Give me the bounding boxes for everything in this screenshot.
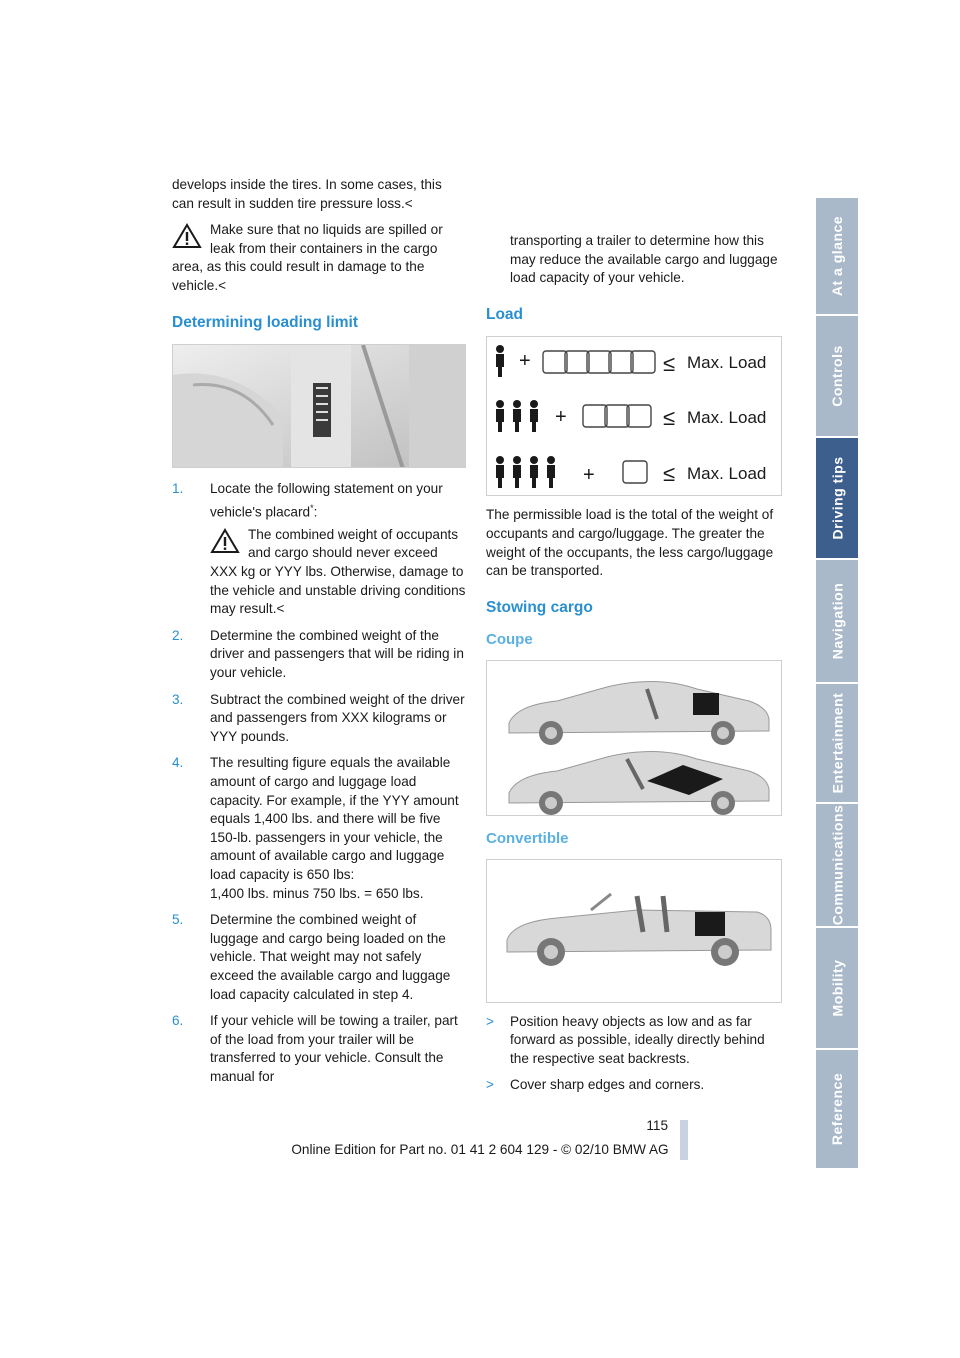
tab-reference[interactable]: Reference [816,1050,858,1168]
loading-steps-list [172,480,466,1086]
step-3: 3. Subtract the combined weight of the driver and passengers from XXX kilograms or YYY pounds. [172,691,465,744]
coupe-cargo-illustration [486,660,782,816]
page-number: 115 [646,1118,668,1133]
warning-triangle-icon [210,528,240,554]
max-load-label: Max. Load [687,464,767,484]
chapter-tabs [816,198,858,1170]
step-2: 2. Determine the combined weight of the driver and passengers that will be riding in your vehicle. [172,627,464,681]
tab-at-a-glance[interactable]: At a glance [816,198,858,314]
convertible-cargo-illustration [486,859,782,1003]
footer-edition: Online Edition for Part no. 01 41 2 604 129 - © 02/10 BMW AG [291,1142,669,1157]
tab-navigation[interactable]: Navigation [816,560,858,682]
door-pillar-placard-photo [172,344,466,468]
step-5: 5. Determine the combined weight of luggage and cargo being loaded on the vehicle. That weight may not safely exceed the available cargo and luggage load capacity calculated in step 4. [172,912,451,1002]
tab-communications[interactable]: Communications [816,804,858,926]
le-sign: ≤ [663,351,676,377]
warning-liquids: Make sure that no liquids are spilled or leak from their containers in the cargo area, as this could result in damage to the vehicle.< [172,222,443,293]
warning-triangle-icon [172,223,202,249]
right-column [486,232,782,1103]
load-diagram [486,336,782,496]
step-4: 4. The resulting figure equals the available amount of cargo and luggage load capacity. For example, if the YYY amount equals 1,400 lbs. and there will be five 150-lb. passengers in your vehicle, the amount of available cargo and luggage load capacity is 650 lbs: 1,400 lbs. minus 750 lbs. = 650 lbs. [172,755,459,901]
stowing-bullets [486,1013,782,1095]
bullet-heavy-objects: > Position heavy objects as low and as far forward as possible, ideally directly behind the respective seat backrests. [486,1013,765,1066]
step-1: 1. Locate the following statement on your vehicle's placard*: The combined weight of occupants and cargo should never exceed XXX kg or YYY lbs. Otherwise, damage to the vehicle and unstable driving conditions may result.< [172,480,466,619]
heading-coupe: Coupe [486,631,533,649]
step-6: 6. If your vehicle will be towing a trailer, part of the load from your trailer will be transferred to your vehicle. Consult the manual for [172,1013,458,1084]
plus-sign: + [583,464,595,487]
heading-determining-loading-limit: Determining loading limit [172,313,359,331]
le-sign: ≤ [663,461,676,487]
tab-mobility[interactable]: Mobility [816,928,858,1048]
max-load-label: Max. Load [687,353,767,373]
load-paragraph: The permissible load is the total of the weight of occupants and cargo/luggage. The greater the weight of the occupants, the less cargo/luggage can be transported. [486,507,774,579]
plus-sign: + [519,350,531,373]
intro-paragraph: develops inside the tires. In some cases, this can result in sudden tire pressure loss.< [172,177,442,211]
plus-sign: + [555,406,567,429]
max-load-label: Max. Load [687,408,767,428]
trailer-continuation: transporting a trailer to determine how this may reduce the available cargo and luggage load capacity of your vehicle. [510,233,778,286]
tab-entertainment[interactable]: Entertainment [816,684,858,802]
left-column [172,176,466,1095]
tab-controls[interactable]: Controls [816,316,858,436]
bullet-sharp-edges: > Cover sharp edges and corners. [486,1077,705,1093]
heading-load: Load [486,305,524,323]
le-sign: ≤ [663,405,676,431]
tab-driving-tips[interactable]: Driving tips [816,438,858,558]
warning-combined-weight: The combined weight of occupants and cargo should never exceed XXX kg or YYY lbs. Otherwise, damage to the vehicle and unstable driving conditions may result.< [210,526,466,617]
heading-stowing-cargo: Stowing cargo [486,598,593,616]
heading-convertible: Convertible [486,829,569,847]
